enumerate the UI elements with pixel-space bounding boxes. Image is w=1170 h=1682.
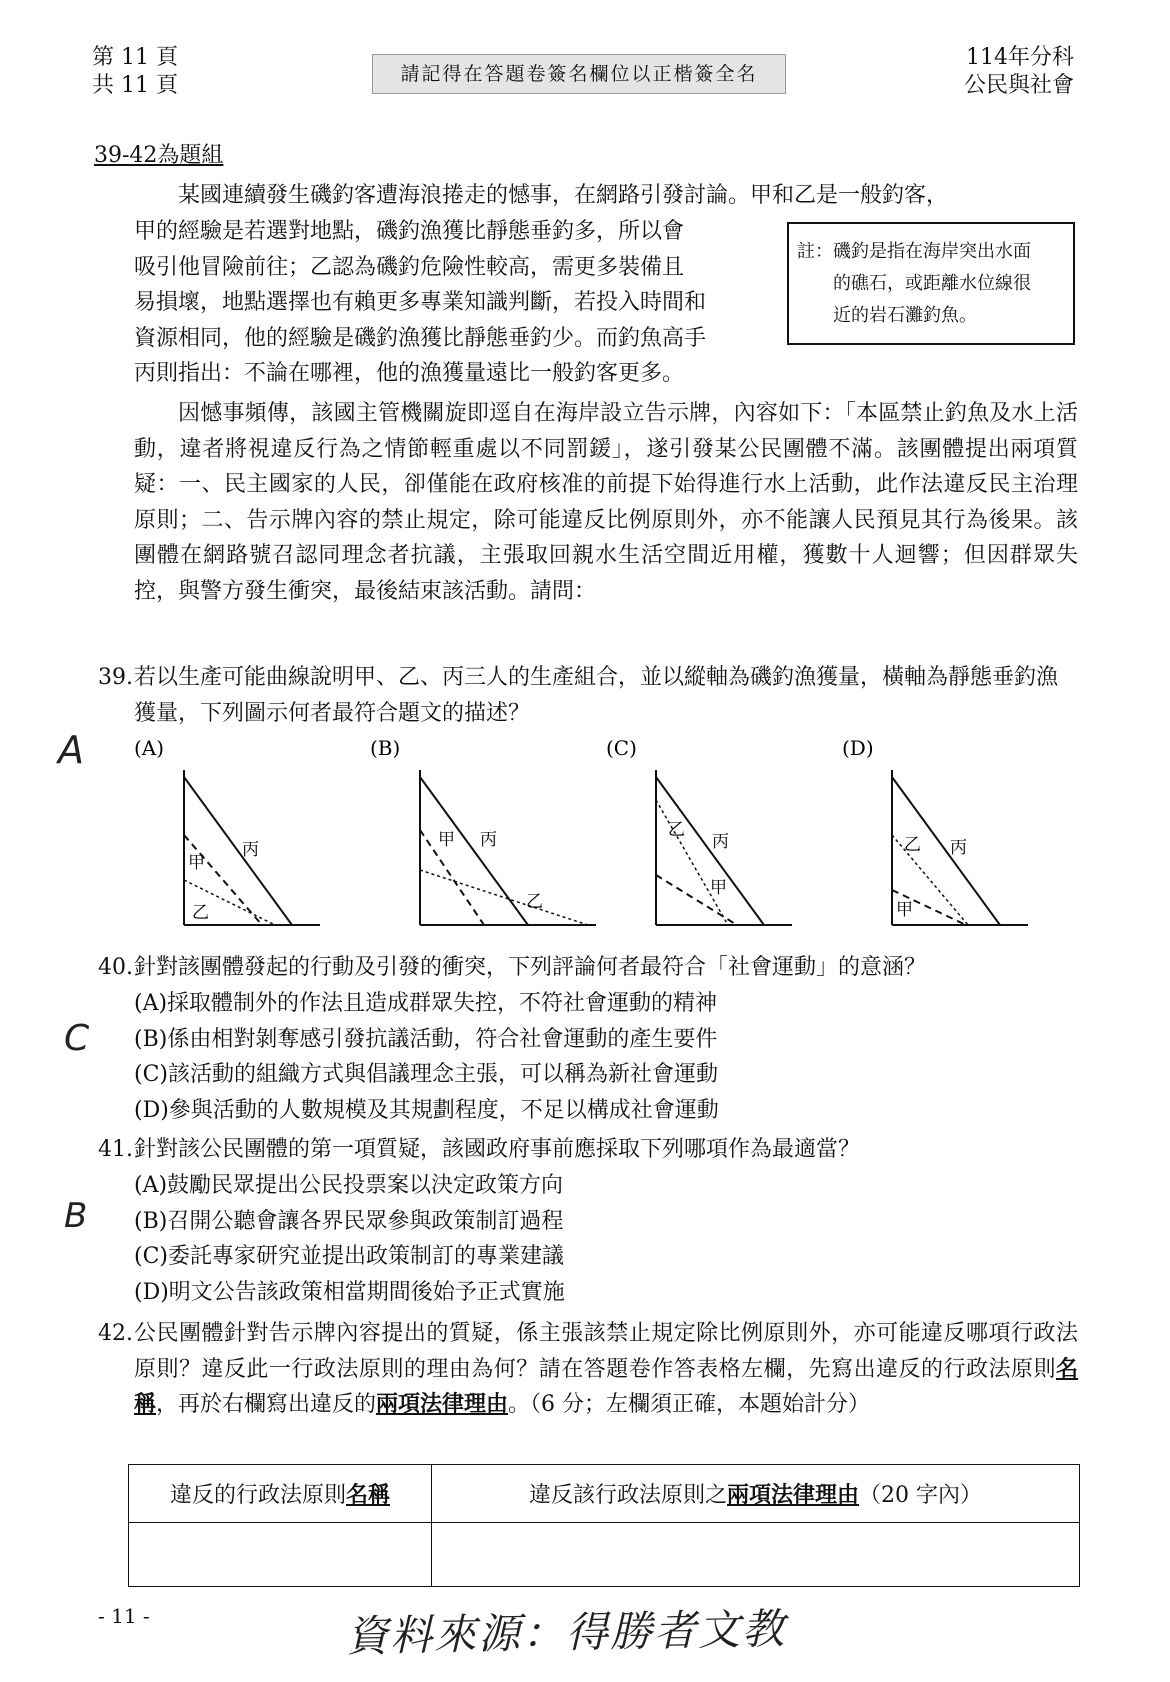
col1-bold: 名稱 <box>346 1482 391 1508</box>
answer-table-col2-header <box>432 1465 1080 1523</box>
q41-text: 針對該公民團體的第一項質疑，該國政府事前應採取下列哪項作為最適當？ <box>134 1137 861 1162</box>
graph-c-label: (C) <box>606 736 637 760</box>
q39-text: 若以生產可能曲線說明甲、乙、丙三人的生產組合，並以縱軸為磯釣漁獲量，橫軸為靜態垂釣漁獲量，下列圖示何者最符合題文的描述？ <box>134 665 1059 726</box>
q40-option-b: (B)係由相對剝奪感引發抗議活動，符合社會運動的產生要件 <box>134 1026 718 1052</box>
group-title: 39-42為題組 <box>94 143 224 168</box>
col2-text: 違反該行政法原則之 <box>528 1483 727 1508</box>
col2-post: （20 字內） <box>859 1483 983 1508</box>
note-line: 的礁石，或距離水位線很 <box>833 273 1031 294</box>
graph-c-jia-label: 甲 <box>710 878 727 898</box>
answer-table-row <box>129 1523 1080 1587</box>
graph-a <box>134 736 320 925</box>
q41-option-d: (D)明文公告該政策相當期間後始予正式實施 <box>134 1279 565 1305</box>
graph-a-bing-label: 丙 <box>242 840 259 860</box>
col2-bold: 兩項法律理由 <box>727 1482 860 1508</box>
graph-b-label: (B) <box>370 736 401 760</box>
q41-handwritten-answer: B <box>64 1196 88 1236</box>
q42-text <box>134 1316 1078 1423</box>
passage-line: 易損壞，地點選擇也有賴更多專業知識判斷，若投入時間和 <box>134 290 707 315</box>
answer-cell-reasons <box>432 1523 1080 1587</box>
q40-options <box>134 986 719 1128</box>
q41-option-b: (B)召開公聽會讓各界民眾參與政策制訂過程 <box>134 1208 564 1234</box>
passage-line: 丙則指出：不論在哪裡，他的漁獲量遠比一般釣客更多。 <box>134 361 685 386</box>
handwritten-source: 資料來源：得勝者文教 <box>345 1604 787 1661</box>
graph-b <box>370 736 596 925</box>
q42-number: 42. <box>98 1321 133 1346</box>
graph-b-bing-label: 丙 <box>480 830 497 850</box>
passage-line: 資源相同，他的經驗是磯釣漁獲比靜態垂釣少。而釣魚高手 <box>134 325 707 351</box>
passage-p1-line1: 某國連續發生磯釣客遭海浪捲走的憾事，在網路引發討論。甲和乙是一般釣客， <box>178 183 949 208</box>
graph-a-label: (A) <box>134 736 165 760</box>
graph-a-yi-label: 乙 <box>192 903 209 923</box>
q41-option-c: (C)委託專家研究並提出政策制訂的專業建議 <box>134 1244 565 1269</box>
graph-b-bing-curve <box>420 777 528 925</box>
signature-reminder-banner: 請記得在答題卷簽名欄位以正楷簽全名 <box>372 54 786 94</box>
q40-text: 針對該團體發起的行動及引發的衝突，下列評論何者最符合「社會運動」的意涵？ <box>134 955 927 980</box>
q40-option-d: (D)參與活動的人數規模及其規劃程度，不足以構成社會運動 <box>134 1097 719 1123</box>
graph-c-yi-label: 乙 <box>668 820 685 840</box>
passage-p2: 因憾事頻傳，該國主管機關旋即逕自在海岸設立告示牌，內容如下：「本區禁止釣魚及水上活動，違者將視違反行為之情節輕重處以不同罰鍰」，遂引發某公民團體不滿。該團體提出兩項質疑：一、民主國家的人民，卻僅能在政府核准的前提下始得進行水上活動，此作法違反民主治理原則；二、告示牌內容的禁止規定，除可能違反比例原則外，亦不能讓人民預見其行為後果。該團體在網路號召認同理念者抗議，主張取回親水生活空間近用權，獲數十人迴響；但因群眾失控，與警方發生衝突，最後結束該活動。請問： <box>134 401 1078 604</box>
q42-bold-reasons: 兩項法律理由 <box>376 1391 509 1417</box>
q40-option-a: (A)採取體制外的作法且造成群眾失控，不符社會運動的精神 <box>134 991 718 1016</box>
exam-name: 114年分科 <box>966 45 1074 70</box>
col1-text: 違反的行政法原則 <box>169 1483 346 1508</box>
answer-table-col1-header <box>129 1465 432 1523</box>
note-box <box>787 222 1075 345</box>
answer-table <box>128 1464 1080 1587</box>
note-line: 近的岩石灘釣魚。 <box>833 305 977 326</box>
graph-c-bing-label: 丙 <box>712 832 729 852</box>
graph-b-yi-curve <box>420 870 588 925</box>
q40-number: 40. <box>98 955 133 980</box>
q42-text-a: 公民團體針對告示牌內容提出的質疑，係主張該禁止規定除比例原則外，亦可能違反哪項行政法原則？違反此一行政法原則的理由為何？請在答題卷作答表格左欄，先寫出違反的行政法原則 <box>134 1321 1078 1382</box>
graph-d-label: (D) <box>842 736 874 760</box>
graph-c-bing-curve <box>656 777 764 925</box>
passage-line: 吸引他冒險前往；乙認為磯釣危險性較高，需更多裝備且 <box>134 254 685 280</box>
q39-graphs <box>120 735 1080 935</box>
answer-cell-name <box>129 1523 432 1587</box>
q42-text-b: ，再於右欄寫出違反的 <box>156 1392 377 1417</box>
q41-options <box>134 1168 565 1310</box>
note-line: 註：磯釣是指在海岸突出水面 <box>797 241 1031 262</box>
q42-bold-name: 名稱 <box>134 1355 1078 1417</box>
graph-b-yi-label: 乙 <box>526 892 543 912</box>
q40-option-c: (C)該活動的組織方式與倡議理念主張，可以稱為新社會運動 <box>134 1062 719 1087</box>
q39-handwritten-answer: A <box>58 728 84 772</box>
answer-table-header <box>129 1465 1080 1523</box>
passage-line: 甲的經驗是若選對地點，磯釣漁獲比靜態垂釣多，所以會 <box>134 219 685 244</box>
q39-number: 39. <box>98 665 133 690</box>
passage-p1-body <box>134 214 774 392</box>
graph-b-jia-label: 甲 <box>438 830 455 850</box>
subject-name: 公民與社會 <box>963 73 1074 98</box>
graph-d-jia-label: 甲 <box>896 900 913 920</box>
q42-text-c: 。（6 分；左欄須正確，本題始計分） <box>508 1392 871 1417</box>
graph-d-yi-label: 乙 <box>904 835 921 855</box>
q40-handwritten-answer: C <box>64 1018 90 1059</box>
footer-page-number: - 11 - <box>98 1604 150 1628</box>
graph-a-jia-label: 甲 <box>188 853 205 873</box>
page-total: 共 11 頁 <box>92 73 178 98</box>
graph-d-bing-label: 丙 <box>950 838 967 858</box>
q41-number: 41. <box>98 1137 133 1162</box>
graph-d <box>842 736 1028 925</box>
q41-option-a: (A)鼓勵民眾提出公民投票案以決定政策方向 <box>134 1173 564 1198</box>
page-number: 第 11 頁 <box>92 45 178 70</box>
graph-c <box>606 736 792 925</box>
